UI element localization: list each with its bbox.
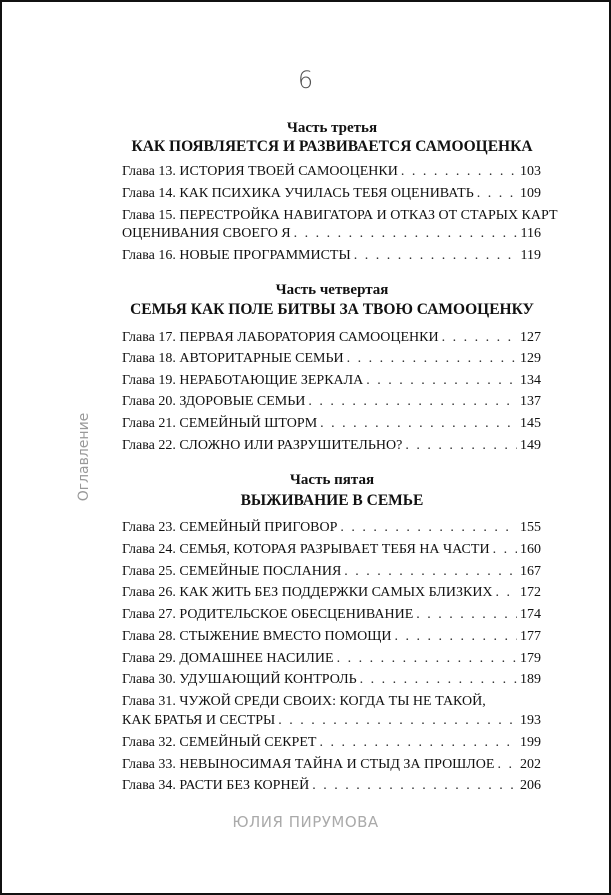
leader-dots — [337, 651, 517, 667]
leader-dots — [496, 585, 517, 601]
chapter-page: 119 — [520, 248, 541, 263]
chapter-page: 206 — [520, 778, 541, 793]
chapter-page: 160 — [520, 542, 541, 557]
part-label: Часть пятая — [289, 472, 375, 488]
leader-dots — [366, 373, 517, 389]
toc-entry[interactable] — [122, 651, 541, 671]
chapter-page: 155 — [520, 520, 541, 535]
chapter-page: 172 — [520, 585, 541, 600]
leader-dots — [340, 520, 517, 536]
leader-dots — [395, 629, 517, 645]
toc-entry[interactable] — [122, 164, 541, 184]
toc-entry[interactable] — [122, 735, 541, 755]
chapter-page: 103 — [520, 164, 541, 179]
chapter-title-line1[interactable]: Глава 15. ПЕРЕСТРОЙКА НАВИГАТОРА И ОТКАЗ ОТ СТАРЫХ КАРТ — [122, 208, 558, 223]
toc-entry[interactable] — [122, 438, 541, 458]
chapter-title: Глава 25. СЕМЕЙНЫЕ ПОСЛАНИЯ — [122, 564, 342, 579]
part-title: КАК ПОЯВЛЯЕТСЯ И РАЗВИВАЕТСЯ САМООЦЕНКА — [131, 138, 533, 155]
chapter-title: Глава 28. СТЫЖЕНИЕ ВМЕСТО ПОМОЩИ — [122, 629, 392, 644]
chapter-title: Глава 20. ЗДОРОВЫЕ СЕМЬИ — [122, 394, 306, 409]
chapter-page: 145 — [520, 416, 541, 431]
toc-entry[interactable] — [122, 186, 541, 206]
chapter-title: Глава 18. АВТОРИТАРНЫЕ СЕМЬИ — [122, 351, 344, 366]
chapter-page: 109 — [520, 186, 541, 201]
chapter-title: Глава 23. СЕМЕЙНЫЙ ПРИГОВОР — [122, 520, 338, 535]
toc-entry[interactable] — [122, 394, 541, 414]
toc-entry[interactable] — [122, 629, 541, 649]
chapter-title: Глава 17. ПЕРВАЯ ЛАБОРАТОРИЯ САМООЦЕНКИ — [122, 330, 439, 345]
toc-entry[interactable] — [122, 373, 541, 393]
part-label: Часть четвертая — [275, 282, 389, 298]
part-title: ВЫЖИВАНИЕ В СЕМЬЕ — [240, 492, 424, 509]
chapter-title: Глава 26. КАК ЖИТЬ БЕЗ ПОДДЕРЖКИ САМЫХ БЛИЗКИХ — [122, 585, 493, 600]
chapter-title: Глава 24. СЕМЬЯ, КОТОРАЯ РАЗРЫВАЕТ ТЕБЯ НА ЧАСТИ — [122, 542, 490, 557]
leader-dots — [308, 394, 517, 410]
page-number: 6 — [297, 66, 314, 94]
leader-dots — [319, 735, 517, 751]
chapter-page: 193 — [520, 713, 541, 728]
part-title: СЕМЬЯ КАК ПОЛЕ БИТВЫ ЗА ТВОЮ САМООЦЕНКУ — [130, 301, 534, 318]
chapter-title: Глава 33. НЕВЫНОСИМАЯ ТАЙНА И СТЫД ЗА ПРОШЛОЕ — [122, 757, 495, 772]
chapter-title-line1[interactable]: Глава 31. ЧУЖОЙ СРЕДИ СВОИХ: КОГДА ТЫ НЕ ТАКОЙ, — [122, 694, 486, 709]
toc-entry[interactable] — [122, 585, 541, 605]
chapter-title: Глава 13. ИСТОРИЯ ТВОЕЙ САМООЦЕНКИ — [122, 164, 398, 179]
leader-dots — [320, 416, 517, 432]
chapter-page: 127 — [520, 330, 541, 345]
chapter-page: 134 — [520, 373, 541, 388]
chapter-page: 149 — [520, 438, 541, 453]
toc-entry[interactable] — [122, 351, 541, 371]
toc-entry[interactable] — [122, 520, 541, 540]
chapter-title: Глава 29. ДОМАШНЕЕ НАСИЛИЕ — [122, 651, 334, 666]
chapter-title: Глава 16. НОВЫЕ ПРОГРАММИСТЫ — [122, 248, 351, 263]
leader-dots — [360, 672, 517, 688]
toc-entry[interactable] — [122, 226, 541, 246]
leader-dots — [294, 226, 518, 242]
chapter-title: Глава 14. КАК ПСИХИКА УЧИЛАСЬ ТЕБЯ ОЦЕНИВАТЬ — [122, 186, 474, 201]
leader-dots — [344, 564, 517, 580]
chapter-title: Глава 19. НЕРАБОТАЮЩИЕ ЗЕРКАЛА — [122, 373, 364, 388]
chapter-title: Глава 22. СЛОЖНО ИЛИ РАЗРУШИТЕЛЬНО? — [122, 438, 403, 453]
toc-entry[interactable] — [122, 416, 541, 436]
leader-dots — [405, 438, 517, 454]
chapter-page: 174 — [520, 607, 541, 622]
chapter-title: Глава 27. РОДИТЕЛЬСКОЕ ОБЕСЦЕНИВАНИЕ — [122, 607, 414, 622]
leader-dots — [312, 778, 517, 794]
chapter-title: КАК БРАТЬЯ И СЕСТРЫ — [122, 713, 276, 728]
chapter-page: 137 — [520, 394, 541, 409]
chapter-title: Глава 34. РАСТИ БЕЗ КОРНЕЙ — [122, 778, 310, 793]
toc-entry[interactable] — [122, 542, 541, 562]
chapter-page: 129 — [520, 351, 541, 366]
toc-entry[interactable] — [122, 607, 541, 627]
toc-entry[interactable] — [122, 713, 541, 733]
chapter-title: Глава 21. СЕМЕЙНЫЙ ШТОРМ — [122, 416, 318, 431]
leader-dots — [493, 542, 517, 558]
side-section-label: Оглавление — [76, 412, 92, 502]
chapter-page: 189 — [520, 672, 541, 687]
toc-entry[interactable] — [122, 248, 541, 268]
leader-dots — [497, 757, 517, 773]
toc-entry[interactable] — [122, 757, 541, 777]
chapter-page: 179 — [520, 651, 541, 666]
chapter-page: 202 — [520, 757, 541, 772]
part-label: Часть третья — [286, 120, 378, 136]
leader-dots — [477, 186, 517, 202]
leader-dots — [416, 607, 517, 623]
chapter-title: Глава 32. СЕМЕЙНЫЙ СЕКРЕТ — [122, 735, 317, 750]
leader-dots — [354, 248, 518, 264]
chapter-title: Глава 30. УДУШАЮЩИЙ КОНТРОЛЬ — [122, 672, 357, 687]
footer-author: ЮЛИЯ ПИРУМОВА — [232, 813, 379, 831]
chapter-page: 167 — [520, 564, 541, 579]
toc-entry[interactable] — [122, 330, 541, 350]
toc-entry[interactable] — [122, 778, 541, 798]
chapter-title: ОЦЕНИВАНИЯ СВОЕГО Я — [122, 226, 291, 241]
leader-dots — [401, 164, 517, 180]
chapter-page: 177 — [520, 629, 541, 644]
leader-dots — [442, 330, 517, 346]
toc-entry[interactable] — [122, 672, 541, 692]
chapter-page: 116 — [520, 226, 541, 241]
leader-dots — [347, 351, 517, 367]
leader-dots — [278, 713, 517, 729]
chapter-page: 199 — [520, 735, 541, 750]
toc-entry[interactable] — [122, 564, 541, 584]
